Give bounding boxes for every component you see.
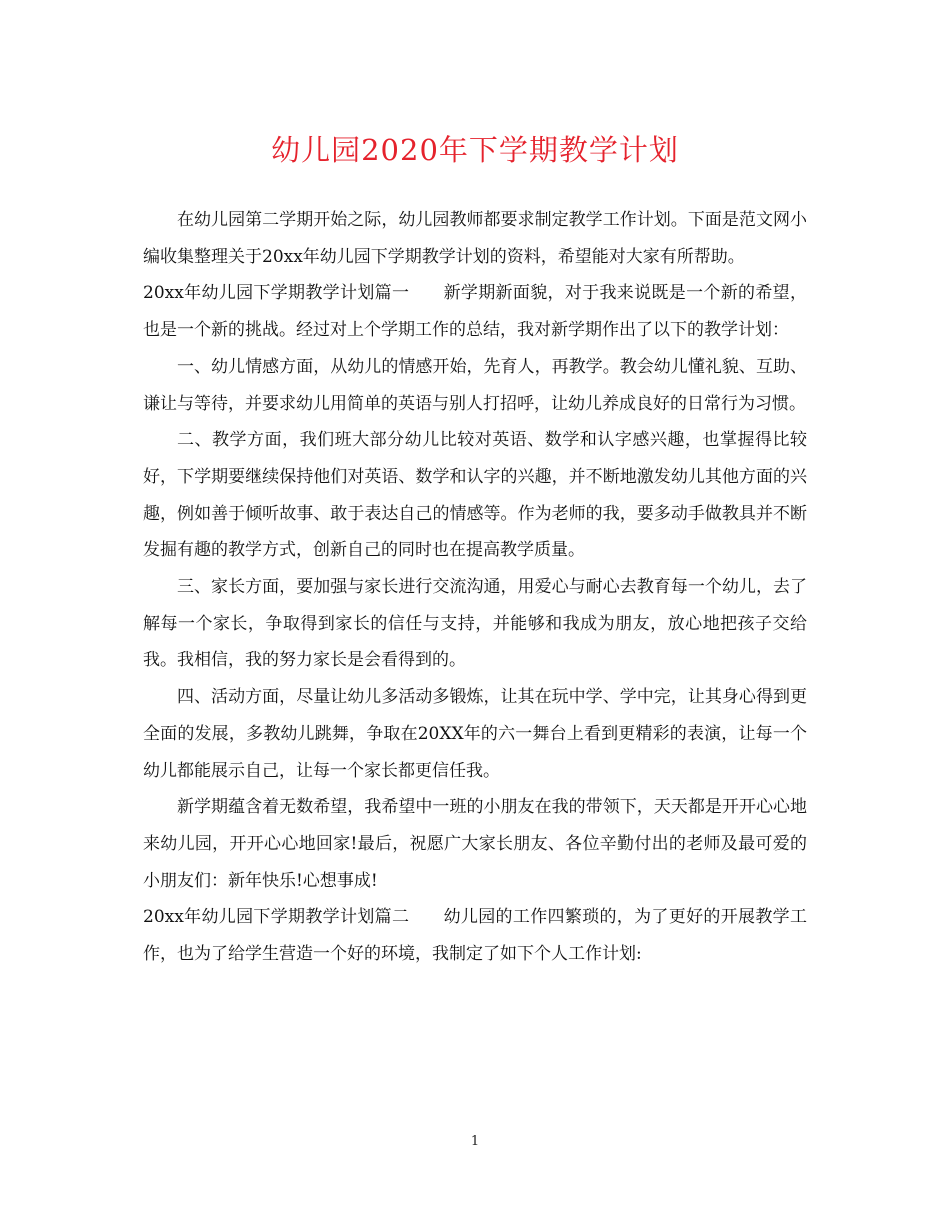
paragraph-section-one (143, 275, 807, 348)
paragraph-text: 新学期新面貌，对于我来说既是一个新的希望，也是一个新的挑战。经过对上个学期工作的总结，我对新学期作出了以下的教学计划： (143, 283, 807, 341)
paragraph-intro (143, 202, 807, 275)
paragraph-text: 一、幼儿情感方面，从幼儿的情感开始，先育人，再教学。教会幼儿懂礼貌、互助、谦让与等待，并要求幼儿用简单的英语与别人打招呼，让幼儿养成良好的日常行为习惯。 (143, 356, 807, 414)
paragraph-text: 二、教学方面，我们班大部分幼儿比较对英语、数学和认字感兴趣，也掌握得比较好，下学期要继续保持他们对英语、数学和认字的兴趣，并不断地激发幼儿其他方面的兴趣，例如善于倾听故事、敢于表达自己的情感等。作为老师的我，要多动手做教具并不断发掘有趣的教学方式，创新自己的同时也在提高教学质量。 (143, 430, 807, 561)
paragraph-text: 新学期蕴含着无数希望，我希望中一班的小朋友在我的带领下，天天都是开开心心地来幼儿园，开开心心地回家!最后，祝愿广大家长朋友、各位辛勤付出的老师及最可爱的小朋友们：新年快乐!心想事成! (143, 797, 807, 891)
page-number: 1 (470, 1134, 480, 1149)
paragraph-text: 四、活动方面，尽量让幼儿多活动多锻炼，让其在玩中学、学中完，让其身心得到更全面的发展，多教幼儿跳舞，争取在20XX年的六一舞台上看到更精彩的表演，让每一个幼儿都能展示自己，让每一个家长都更信任我。 (143, 687, 807, 781)
paragraph-closing (143, 789, 807, 899)
paragraph-text: 幼儿园的工作四繁琐的，为了更好的开展教学工作，也为了给学生营造一个好的环境，我制定了如下个人工作计划: (143, 907, 807, 965)
paragraph-emotion (143, 349, 807, 422)
document-body (143, 202, 807, 973)
paragraph-teaching (143, 422, 807, 569)
paragraph-activities (143, 679, 807, 789)
paragraph-text: 在幼儿园第二学期开始之际，幼儿园教师都要求制定教学工作计划。下面是范文网小编收集整理关于20xx年幼儿园下学期教学计划的资料，希望能对大家有所帮助。 (143, 210, 807, 267)
section-heading: 20xx年幼儿园下学期教学计划篇一 (143, 283, 410, 304)
section-heading: 20xx年幼儿园下学期教学计划篇二 (143, 907, 410, 928)
document-title: 幼儿园2020年下学期教学计划 (271, 133, 679, 167)
paragraph-parents (143, 569, 807, 679)
paragraph-text: 三、家长方面，要加强与家长进行交流沟通，用爱心与耐心去教育每一个幼儿，去了解每一个家长，争取得到家长的信任与支持，并能够和我成为朋友，放心地把孩子交给我。我相信，我的努力家长是会看得到的。 (143, 577, 807, 671)
paragraph-section-two (143, 899, 807, 972)
